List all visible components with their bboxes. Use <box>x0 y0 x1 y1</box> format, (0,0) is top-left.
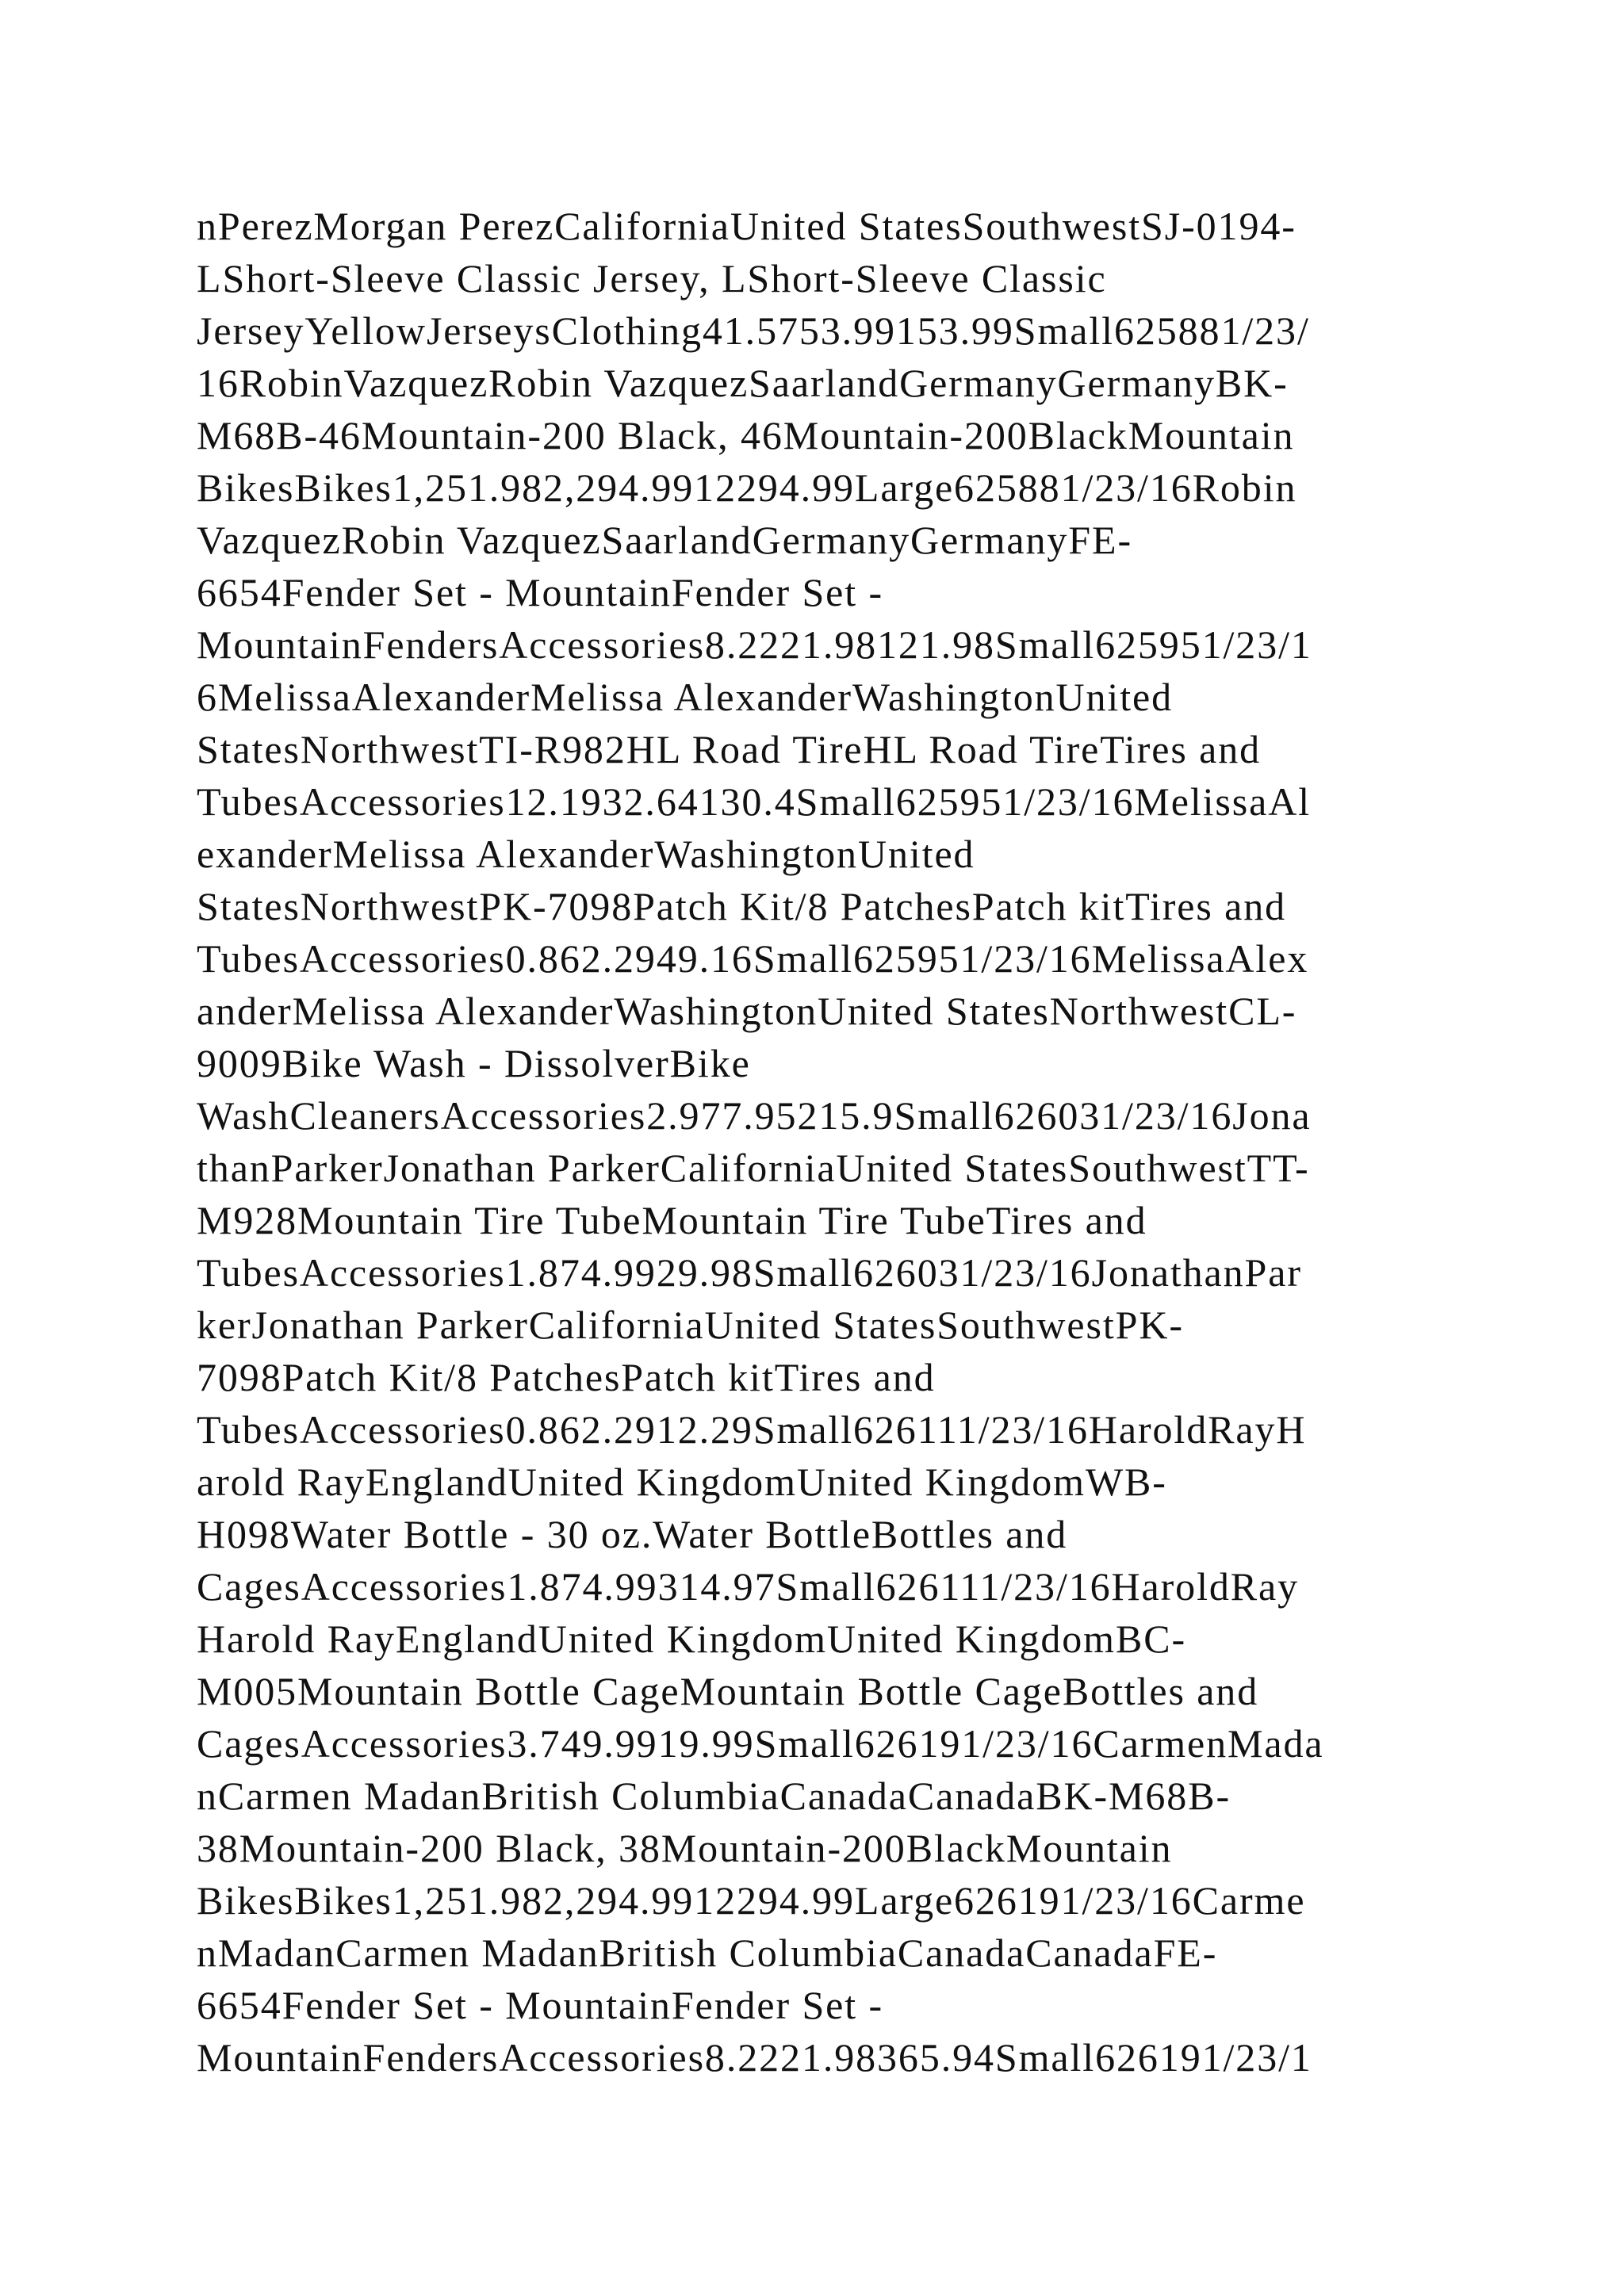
text-line: TubesAccessories0.862.2912.29Small626111/23/16HaroldRayH <box>197 1407 1307 1452</box>
text-line: TubesAccessories12.1932.64130.4Small625951/23/16MelissaAl <box>197 779 1312 824</box>
text-line: LShort-Sleeve Classic Jersey, LShort-Sleeve Classic <box>197 256 1107 300</box>
text-line: CagesAccessories3.749.9919.99Small626191/23/16CarmenMada <box>197 1721 1324 1766</box>
text-line: 38Mountain-200 Black, 38Mountain-200BlackMountain <box>197 1826 1173 1870</box>
text-line: nPerezMorgan PerezCaliforniaUnited StatesSouthwestSJ-0194- <box>197 204 1297 248</box>
text-line: 16RobinVazquezRobin VazquezSaarlandGermanyGermanyBK- <box>197 361 1289 405</box>
text-line: JerseyYellowJerseysClothing41.5753.99153.99Small625881/23/ <box>197 308 1310 353</box>
text-line: 6654Fender Set - MountainFender Set - <box>197 570 884 614</box>
text-line: nCarmen MadanBritish ColumbiaCanadaCanadaBK-M68B- <box>197 1774 1231 1818</box>
text-line: WashCleanersAccessories2.977.95215.9Small626031/23/16Jona <box>197 1093 1312 1138</box>
text-line: kerJonathan ParkerCaliforniaUnited StatesSouthwestPK- <box>197 1303 1184 1347</box>
text-line: MountainFendersAccessories8.2221.98121.98Small625951/23/1 <box>197 622 1312 667</box>
text-line: nMadanCarmen MadanBritish ColumbiaCanadaCanadaFE- <box>197 1931 1218 1975</box>
text-line: Harold RayEnglandUnited KingdomUnited KingdomBC- <box>197 1617 1187 1661</box>
text-line: thanParkerJonathan ParkerCaliforniaUnited StatesSouthwestTT- <box>197 1146 1310 1190</box>
text-line: arold RayEnglandUnited KingdomUnited KingdomWB- <box>197 1460 1167 1504</box>
text-line: anderMelissa AlexanderWashingtonUnited StatesNorthwestCL- <box>197 989 1297 1033</box>
text-line: TubesAccessories1.874.9929.98Small626031/23/16JonathanPar <box>197 1250 1302 1295</box>
text-line: 9009Bike Wash - DissolverBike <box>197 1041 751 1085</box>
text-line: BikesBikes1,251.982,294.9912294.99Large625881/23/16Robin <box>197 465 1297 510</box>
document-body-text <box>197 200 1465 2084</box>
text-line: 7098Patch Kit/8 PatchesPatch kitTires and <box>197 1355 936 1399</box>
text-line: H098Water Bottle - 30 oz.Water BottleBottles and <box>197 1512 1068 1556</box>
text-line: M68B-46Mountain-200 Black, 46Mountain-200BlackMountain <box>197 413 1295 457</box>
text-line: VazquezRobin VazquezSaarlandGermanyGermanyFE- <box>197 518 1133 562</box>
text-line: StatesNorthwestPK-7098Patch Kit/8 PatchesPatch kitTires and <box>197 884 1287 928</box>
text-line: MountainFendersAccessories8.2221.98365.94Small626191/23/1 <box>197 2035 1312 2080</box>
text-line: 6MelissaAlexanderMelissa AlexanderWashingtonUnited <box>197 675 1173 719</box>
text-line: 6654Fender Set - MountainFender Set - <box>197 1983 884 2027</box>
text-line: M005Mountain Bottle CageMountain Bottle CageBottles and <box>197 1669 1259 1713</box>
text-line: BikesBikes1,251.982,294.9912294.99Large626191/23/16Carme <box>197 1878 1306 1923</box>
text-line: exanderMelissa AlexanderWashingtonUnited <box>197 832 975 876</box>
text-line: M928Mountain Tire TubeMountain Tire TubeTires and <box>197 1198 1147 1242</box>
text-line: StatesNorthwestTI-R982HL Road TireHL Road TireTires and <box>197 727 1261 771</box>
text-line: TubesAccessories0.862.2949.16Small625951/23/16MelissaAlex <box>197 936 1309 981</box>
text-line: CagesAccessories1.874.99314.97Small626111/23/16HaroldRay <box>197 1564 1300 1609</box>
